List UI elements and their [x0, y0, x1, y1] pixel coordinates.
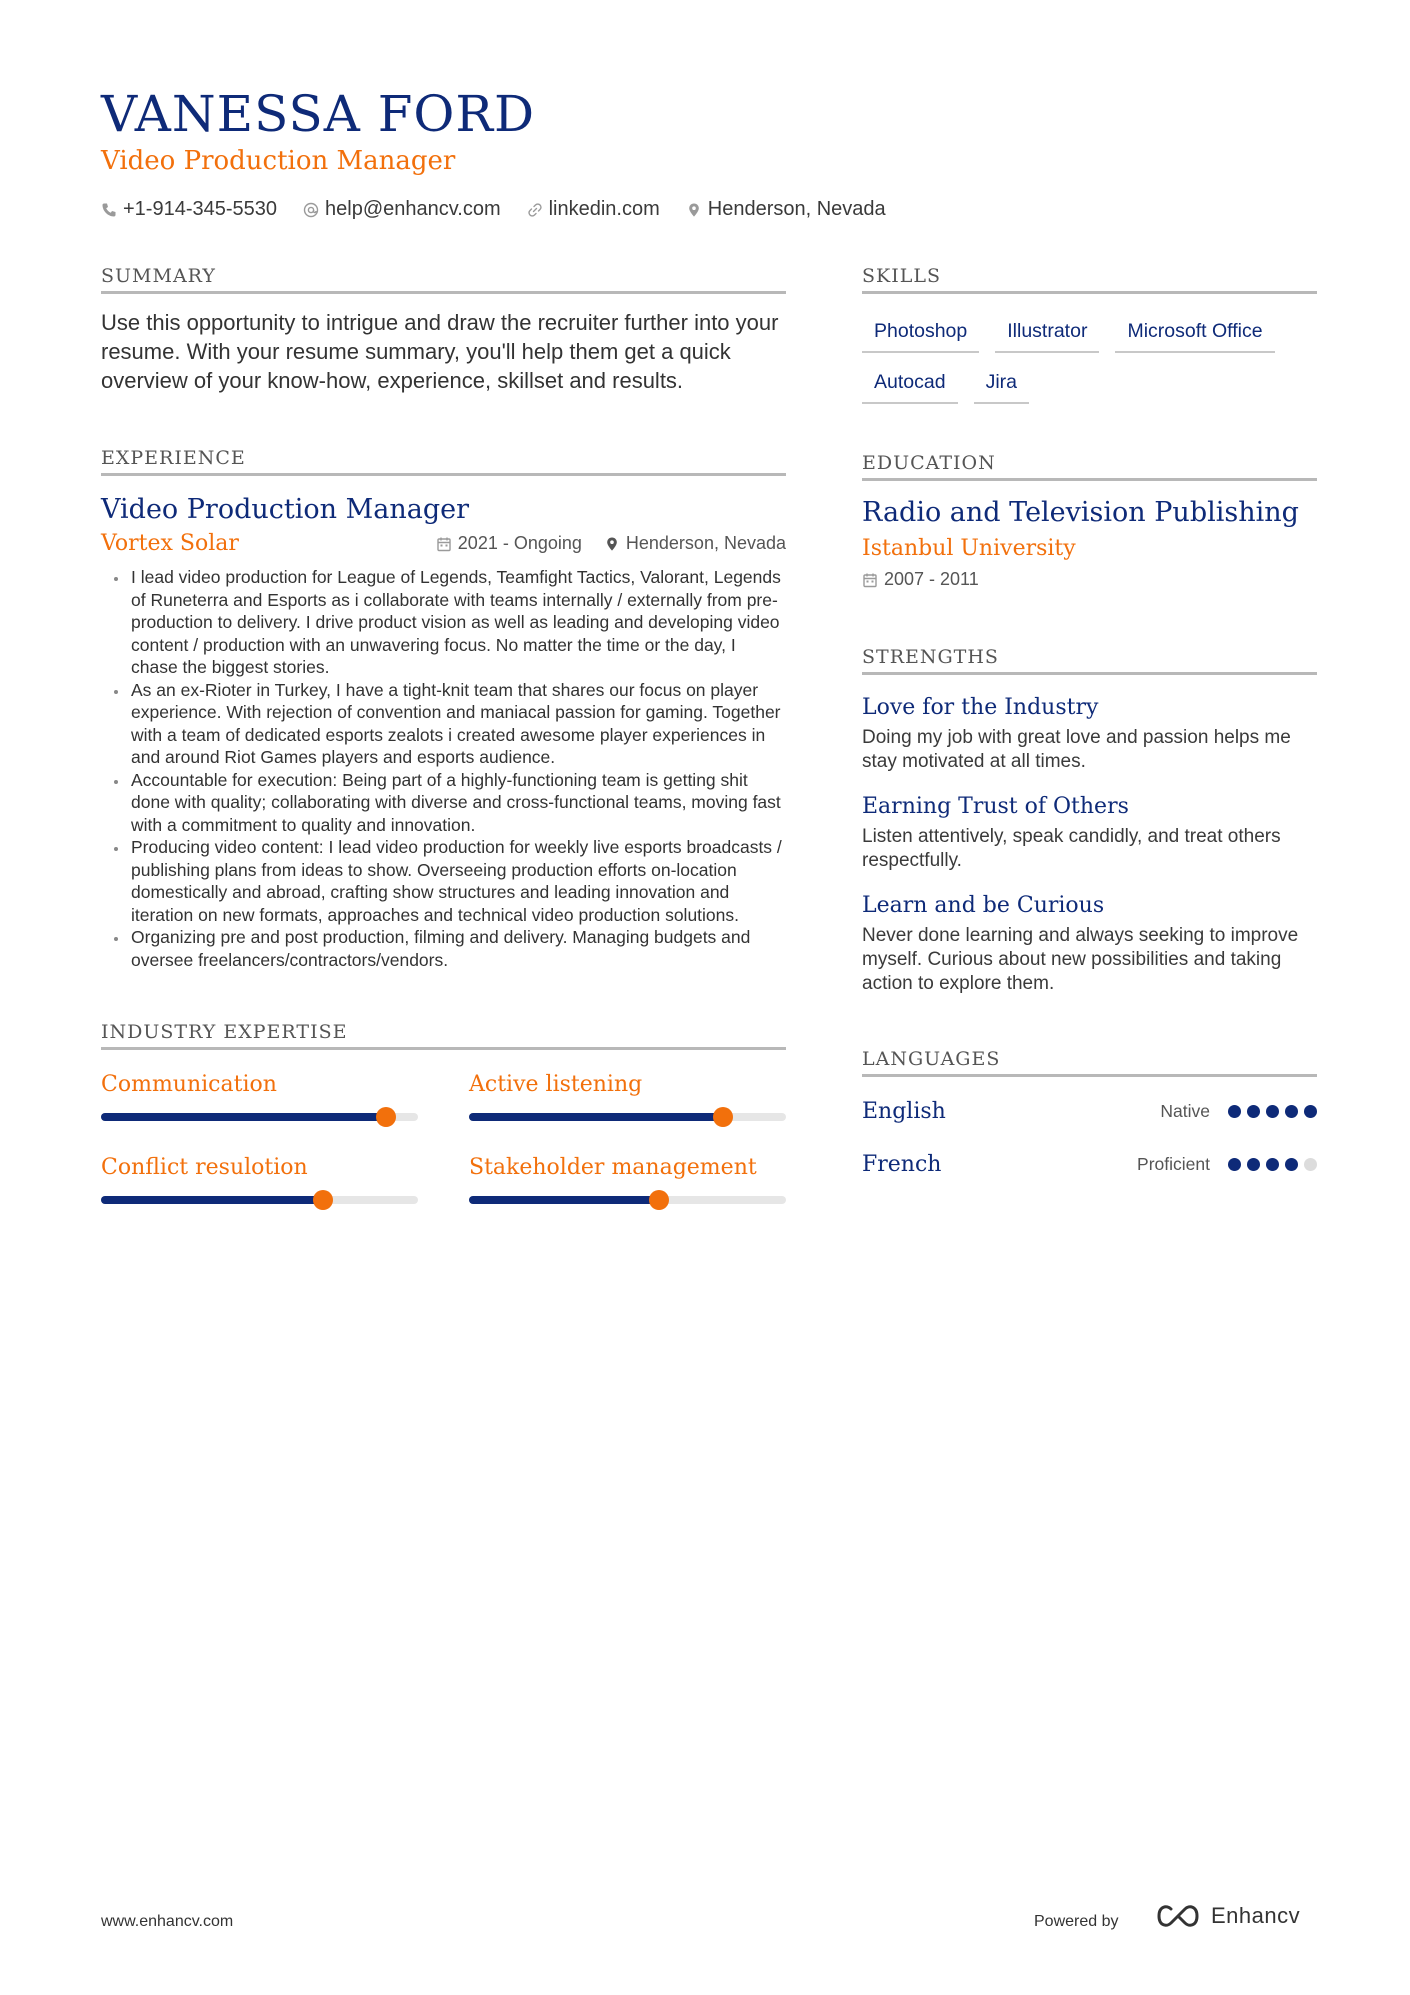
language-level: Native [1160, 1100, 1210, 1121]
skill-tag: Illustrator [995, 320, 1099, 353]
link-text: linkedin.com [548, 198, 660, 220]
strength-desc: Never done learning and always seeking to improve myself. Curious about new possibilities and taking action to explore them. [862, 925, 1299, 994]
expertise-name: Conflict resulotion [101, 1155, 308, 1180]
enhancv-logo-icon [1155, 1903, 1201, 1929]
enhancv-logo[interactable] [1155, 1903, 1300, 1929]
summary-heading: SUMMARY [101, 265, 786, 294]
contact-link[interactable] [527, 198, 660, 221]
expertise-item [469, 1155, 786, 1204]
strength-title: Learn and be Curious [862, 893, 1105, 918]
strength-item [862, 794, 1317, 873]
expertise-bar [101, 1196, 418, 1204]
skill-tag: Microsoft Office [1115, 320, 1274, 353]
location-pin-icon [604, 536, 620, 552]
job-company: Vortex Solar [101, 531, 239, 556]
language-level: Proficient [1137, 1153, 1210, 1174]
language-row [862, 1097, 1317, 1125]
strength-item [862, 893, 1317, 996]
job-location-text: Henderson, Nevada [625, 533, 786, 553]
education-dates [862, 569, 1317, 590]
rating-dot-filled [1247, 1158, 1260, 1171]
link-icon [527, 202, 543, 218]
skill-tag: Photoshop [862, 320, 979, 353]
experience-section [101, 447, 786, 971]
contact-phone [101, 198, 277, 221]
expertise-bar-fill [101, 1113, 386, 1121]
right-column [862, 265, 1317, 1178]
expertise-name: Communication [101, 1072, 277, 1097]
job-bullet: • Organizing pre and post production, filming and delivery. Managing budgets and oversee freelancers/contractors/vendors. [129, 926, 786, 971]
candidate-name: VANESSA FORD [101, 85, 536, 143]
rating-dot-filled [1285, 1158, 1298, 1171]
rating-dot-filled [1228, 1158, 1241, 1171]
experience-heading: EXPERIENCE [101, 447, 786, 476]
contact-email[interactable] [303, 198, 501, 221]
expertise-bar [469, 1113, 786, 1121]
rating-dot-filled [1266, 1158, 1279, 1171]
skills-section [862, 265, 1317, 404]
skills-list [862, 320, 1317, 404]
languages-section [862, 1048, 1317, 1178]
expertise-bar-knob [713, 1107, 733, 1127]
expertise-item [469, 1072, 786, 1121]
expertise-name: Stakeholder management [469, 1155, 757, 1180]
contact-location [686, 198, 886, 221]
expertise-bar-knob [376, 1107, 396, 1127]
expertise-bar-fill [469, 1196, 659, 1204]
education-school: Istanbul University [862, 536, 1076, 561]
rating-dot-empty [1304, 1158, 1317, 1171]
rating-dot-filled [1247, 1105, 1260, 1118]
strength-desc: Doing my job with great love and passion helps me stay motivated at all times. [862, 727, 1291, 772]
job-entry [101, 494, 786, 971]
expertise-bar [469, 1196, 786, 1204]
skill-tag: Autocad [862, 371, 958, 404]
job-dates [436, 533, 582, 554]
job-bullet: • I lead video production for League of Legends, Teamfight Tactics, Valorant, Legends of Runeterra and Esports as i collaborate with teams internally / externally from pre-production to delivery. I drive product vision as well as leading and developing video content / production with an unwavering focus. No matter the time or the day, I chase the biggest stories. [129, 566, 786, 679]
language-row [862, 1150, 1317, 1178]
location-pin-icon [686, 202, 702, 218]
education-heading: EDUCATION [862, 452, 1317, 481]
job-bullet: • Accountable for execution: Being part of a highly-functioning team is getting shit done with quality; collaborating with diverse and cross-functional teams, moving fast with a commitment to quality and innovation. [129, 769, 786, 837]
strengths-section [862, 646, 1317, 996]
job-bullet: • Producing video content: I lead video production for weekly live esports broadcasts / publishing plans from ideas to show. Overseeing production efforts on-location domestically and abroad, crafting show structures and leading innovation and iteration on new formats, approaches and technical video production solutions. [129, 836, 786, 926]
left-column [101, 265, 786, 1204]
strengths-heading: STRENGTHS [862, 646, 1317, 675]
summary-text: Use this opportunity to intrigue and draw the recruiter further into your resume. With your resume summary, you'll help them get a quick overview of your know-how, experience, skillset and results. [101, 310, 779, 393]
expertise-name: Active listening [469, 1072, 643, 1097]
education-degree: Radio and Television Publishing [862, 497, 1299, 528]
expertise-bar-fill [101, 1196, 323, 1204]
footer-powered-by: Powered by [1034, 1913, 1119, 1930]
expertise-bar-fill [469, 1113, 723, 1121]
enhancv-brand: Enhancv [1211, 1903, 1301, 1928]
strength-desc: Listen attentively, speak candidly, and treat others respectfully. [862, 826, 1281, 871]
expertise-grid [101, 1072, 786, 1204]
rating-dot-filled [1266, 1105, 1279, 1118]
expertise-item [101, 1155, 418, 1204]
expertise-bar-knob [649, 1190, 669, 1210]
phone-text: +1-914-345-5530 [123, 198, 278, 220]
rating-dot-filled [1285, 1105, 1298, 1118]
job-bullets [101, 566, 786, 971]
job-bullet: • As an ex-Rioter in Turkey, I have a tight-knit team that shares our focus on player experience. With rejection of convention and maniacal passion for gaming. Together with a team of dedicated esports zealots i created awesome player experiences in and around Riot Games players and esports audience. [129, 679, 786, 769]
candidate-title: Video Production Manager [101, 146, 456, 176]
industry-expertise-heading: INDUSTRY EXPERTISE [101, 1021, 786, 1050]
language-name: French [862, 1151, 942, 1177]
rating-dot-filled [1228, 1105, 1241, 1118]
contact-bar [101, 198, 886, 221]
job-meta [101, 531, 786, 556]
email-text: help@enhancv.com [325, 198, 501, 220]
expertise-bar-knob [313, 1190, 333, 1210]
strength-title: Love for the Industry [862, 695, 1099, 720]
calendar-icon [862, 572, 878, 588]
phone-icon [101, 202, 117, 218]
summary-section [101, 265, 786, 395]
strength-title: Earning Trust of Others [862, 794, 1129, 819]
job-location [604, 533, 786, 554]
footer-url[interactable]: www.enhancv.com [101, 1913, 234, 1930]
expertise-item [101, 1072, 418, 1121]
language-name: English [862, 1098, 946, 1124]
industry-expertise-section [101, 1021, 786, 1204]
calendar-icon [436, 536, 452, 552]
rating-dot-filled [1304, 1105, 1317, 1118]
location-text: Henderson, Nevada [707, 198, 886, 220]
language-rating [1228, 1105, 1317, 1118]
job-meta-right [436, 533, 786, 554]
languages-heading: LANGUAGES [862, 1048, 1317, 1077]
education-dates-text: 2007 - 2011 [884, 569, 979, 589]
strength-item [862, 695, 1317, 774]
skill-tag: Jira [974, 371, 1029, 404]
education-section [862, 452, 1317, 590]
skills-heading: SKILLS [862, 265, 1317, 294]
job-title: Video Production Manager [101, 494, 469, 525]
expertise-bar [101, 1113, 418, 1121]
at-icon [303, 202, 319, 218]
job-dates-text: 2021 - Ongoing [457, 533, 582, 553]
language-rating [1228, 1158, 1317, 1171]
